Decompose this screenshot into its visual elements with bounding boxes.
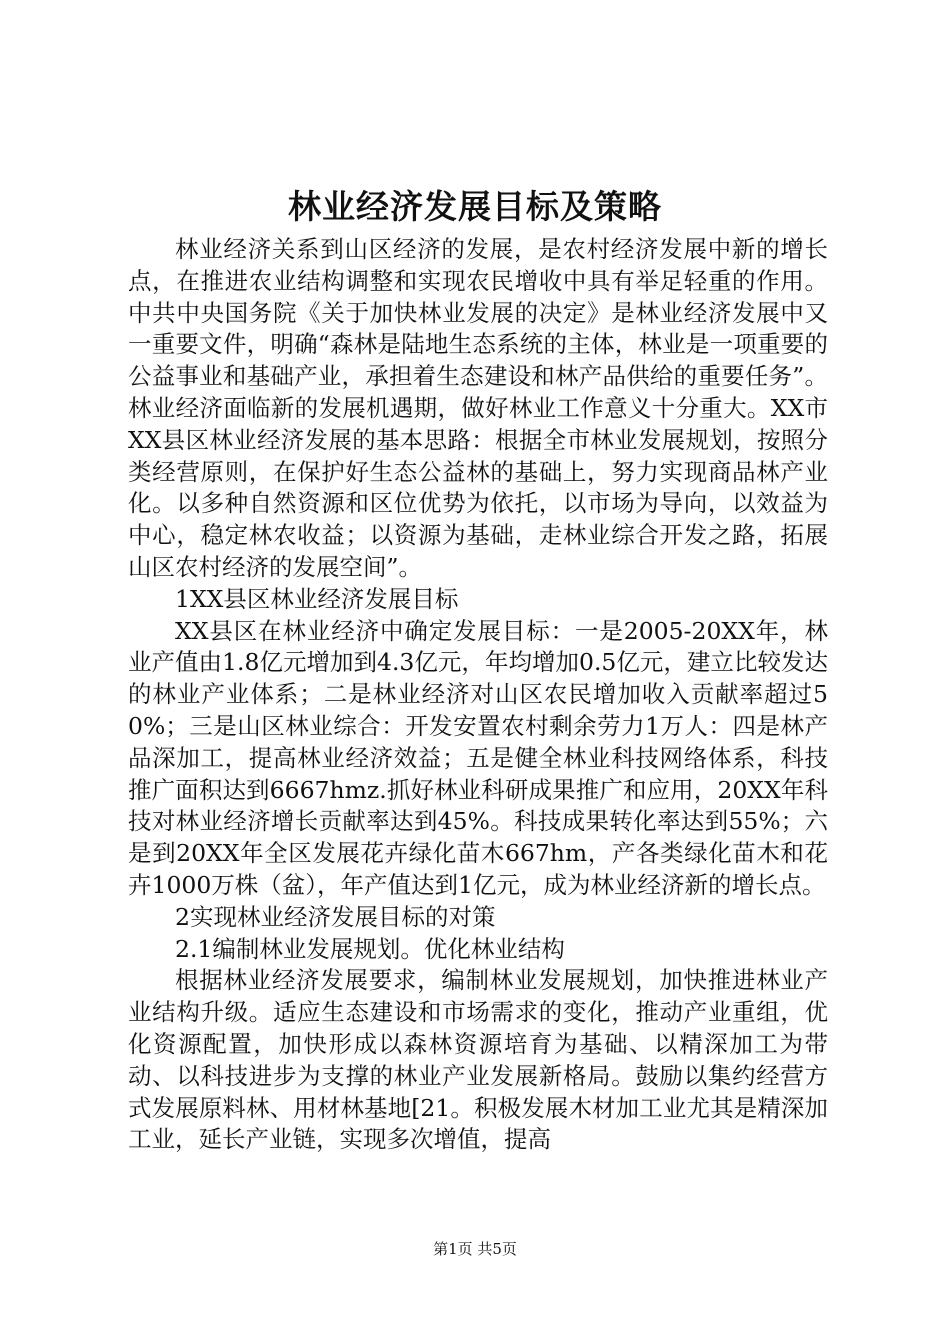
document-body (128, 234, 828, 1156)
page-footer: 第1页 共5页 (433, 1240, 517, 1258)
section-heading-1: 1XX县区林业经济发展目标 (175, 584, 459, 613)
subsection-heading-2-1: 2.1编制林业发展规划。优化林业结构 (175, 934, 565, 963)
section-heading-2: 2实现林业经济发展目标的对策 (175, 902, 496, 931)
paragraph-planning: 根据林业经济发展要求，编制林业发展规划，加快推进林业产业结构升级。适应生态建设和市场需求的变化，推动产业重组，优化资源配置，加快形成以森林资源培育为基础、以精深加工为带动、以科技进步为支撑的林业产业发展新格局。鼓励以集约经营方式发展原料林、用材林基地[21。积极发展木材加工业尤其是精深加工业，延长产业链，实现多次增值，提高 (128, 966, 828, 1154)
document-title: 林业经济发展目标及策略 (288, 187, 662, 226)
paragraph-goals: XX县区在林业经济中确定发展目标：一是2005-20XX年，林业产值由1.8亿元增加到4.3亿元，年均增加0.5亿元，建立比较发达的林业产业体系；二是林业经济对山区农民增加收入贡献率超过50%；三是山区林业综合：开发安置农村剩余劳力1万人：四是林产品深加工，提高林业经济效益；五是健全林业科技网络体系，科技推广面积达到6667hmz.抓好林业科研成果推广和应用，20XX年科技对林业经济增长贡献率达到45%。科技成果转化率达到55%；六是到20XX年全区发展花卉绿化苗木667hm，产各类绿化苗木和花卉1000万株（盆），年产值达到1亿元，成为林业经济新的增长点。 (128, 616, 828, 899)
paragraph-intro: 林业经济关系到山区经济的发展，是农村经济发展中新的增长点，在推进农业结构调整和实现农民增收中具有举足轻重的作用。中共中央国务院《关于加快林业发展的决定》是林业经济发展中又一重要文件，明确“森林是陆地生态系统的主体，林业是一项重要的公益事业和基础产业，承担着生态建设和林产品供给的重要任务”。林业经济面临新的发展机遇期，做好林业工作意义十分重大。XX市XX县区林业经济发展的基本思路：根据全市林业发展规划，按照分类经营原则，在保护好生态公益林的基础上，努力实现商品林产业化。以多种自然资源和区位优势为依托，以市场为导向，以效益为中心，稳定林农收益；以资源为基础，走林业综合开发之路，拓展山区农村经济的发展空间”。 (128, 235, 828, 581)
